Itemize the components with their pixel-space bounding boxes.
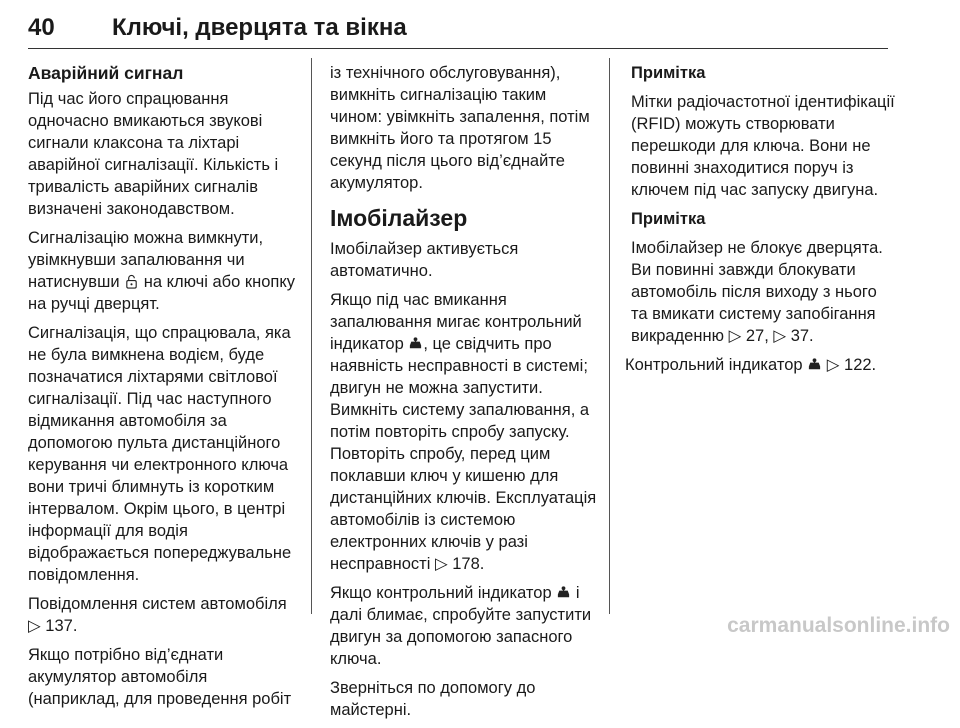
paragraph: Під час його спрацювання одночасно вмикаються звукові сигнали клаксона та ліхтарі аварійної сигналізації. Кількість і тривалість аварійних сигналів визначені законодавством. (28, 90, 279, 218)
reference-arrow-icon: ▷ (773, 327, 787, 345)
watermark: carmanualsonline.info (727, 614, 950, 637)
page-header (28, 14, 898, 50)
page-reference-link[interactable]: 27, (745, 327, 769, 345)
reference-arrow-icon: ▷ (826, 356, 840, 374)
column-divider (311, 58, 312, 614)
section-heading-immobilizer: Імобілайзер (330, 205, 468, 231)
text: Якщо контрольний індикатор (330, 584, 552, 602)
header-divider (28, 48, 888, 49)
reference-arrow-icon: ▷ (28, 617, 41, 635)
paragraph: із технічного обслуговування), вимкніть сигналізацію таким чином: увімкніть запалення, потім вимкніть його та протягом 15 секунд після цього від’єднайте акумулятор. (330, 64, 590, 192)
text: Сигналізацію можна вимкнути, увімкнувши запалювання чи натиснувши (28, 229, 264, 291)
text: Імобілайзер не блокує дверцята. Ви повинні завжди блокувати автомобіль після виходу з нього та вмикати систему запобігання викраденню (631, 239, 883, 345)
paragraph: Сигналізація, що спрацювала, яка не була вимкнена водієм, буде позначатися ліхтарями світлової сигналізації. Під час наступного відмикання автомобіля за допомогою пульта дистанційного керування чи електронного ключа вони тричі блимнуть із коротким інтервалом. Окрім цього, в центрі інформації для водія відображається попереджувальне повідомлення. (28, 324, 292, 584)
note-text (631, 237, 895, 347)
text: на ключі або кнопку на ручці дверцят. (28, 273, 295, 313)
unlock-key-icon (124, 274, 139, 289)
text: Контрольний індикатор (625, 356, 803, 374)
reference-arrow-icon: ▷ (434, 555, 448, 573)
column-divider (609, 58, 610, 614)
immobilizer-car-key-icon (807, 357, 822, 372)
page-number: 40 (28, 14, 55, 41)
paragraph (28, 593, 296, 637)
paragraph: Імобілайзер активується автоматично. (330, 240, 519, 280)
page-title: Ключі, дверцята та вікна (112, 14, 407, 41)
page-reference-link[interactable]: 37. (790, 327, 814, 345)
paragraph (28, 227, 296, 315)
text: , це свідчить про наявність несправності в системі; двигун не можна запустити. Вимкніть систему запалювання, а потім повторіть спробу запуску. Повторіть спробу, перед цим поклавши ключ у кишеню для дистанційних ключів. Експлуатація автомобілів із системою електронних ключів у разі несправності (330, 335, 597, 573)
note-title: Примітка (631, 210, 706, 228)
immobilizer-car-key-icon (408, 336, 423, 351)
reference-arrow-icon: ▷ (728, 327, 742, 345)
text: і далі блимає, спробуйте запустити двигун за допомогою запасного ключа. (330, 584, 592, 668)
immobilizer-car-key-icon (556, 585, 571, 600)
note-text: Мітки радіочастотної ідентифікації (RFID) можуть створювати перешкоди для ключа. Вони не повинні знаходитися поруч із ключем під час запуску двигуна. (631, 93, 895, 199)
paragraph: Якщо потрібно від’єднати акумулятор автомобіля (наприклад, для проведення робіт (28, 646, 292, 708)
paragraph: Зверніться по допомогу до майстерні. (330, 679, 536, 719)
text: Повідомлення систем автомобіля (28, 595, 287, 613)
page-reference-link[interactable]: 178. (452, 555, 485, 573)
text: Якщо під час вмикання запалювання мигає контрольний індикатор (330, 291, 582, 353)
page-reference-link[interactable]: 122. (844, 356, 877, 374)
column-3 (625, 62, 895, 383)
column-1 (28, 62, 296, 717)
paragraph (330, 582, 598, 670)
column-2 (330, 62, 598, 728)
section-heading-alarm: Аварійний сигнал (28, 63, 184, 83)
note-title: Примітка (631, 64, 706, 82)
page-reference-link[interactable]: 137. (45, 617, 78, 635)
note-box (625, 208, 895, 347)
paragraph (625, 354, 895, 376)
paragraph (330, 289, 598, 575)
note-box (625, 62, 895, 201)
